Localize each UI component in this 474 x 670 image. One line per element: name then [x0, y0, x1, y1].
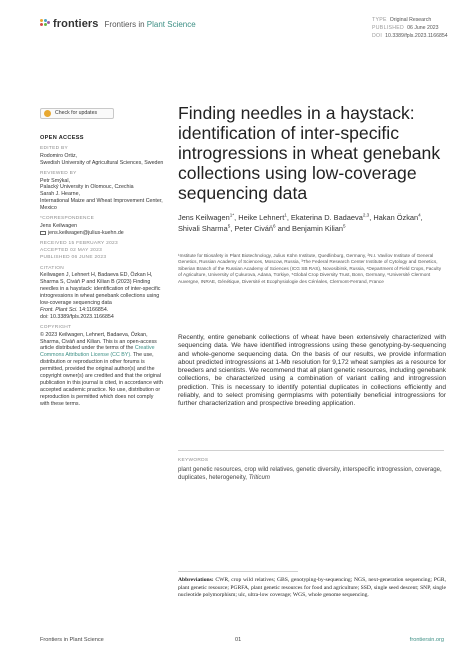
correspondence-name: Jens Keilwagen: [40, 222, 78, 229]
author[interactable]: Shivali Sharma$^5$: [178, 223, 231, 234]
dates: [40, 241, 164, 262]
received-date: RECEIVED 15 FEBRUARY 2023: [40, 240, 118, 246]
license-link[interactable]: Creative Commons Attribution License (CC BY).: [40, 345, 155, 359]
brand-name: frontiers: [53, 18, 99, 30]
accepted-date: ACCEPTED 02 MAY 2023: [40, 247, 103, 253]
check-updates-icon: [44, 110, 51, 117]
footer-site-link[interactable]: frontiersin.org: [409, 637, 444, 643]
correspondence-email-row[interactable]: [40, 230, 164, 237]
keywords-label: KEYWORDS: [178, 458, 209, 463]
affiliations: ¹Institute for Biosafety in Plant Biotechnology, Julius Kühn Institute, Quedlinburg, Germany, ²N.I. Vavilov Institute of General Genetics, Russian Academy of Sciences, Moscow, Russia, ³The Federal Research Center Institute of Cytology and Genetics, Siberian Branch of the Russian Academy of Sciences (ICG SB RAS), Novosibirsk, Russia, ⁴Department of Field Crops, Faculty of Agriculture, University of Çukurova, Adana, Türkiye, ⁵Global Crop Diversity Trust, Bonn, Germany, ⁶Université Clermont Auvergne, INRAE, Génétique, Diversité et Ecophysiologie des Céréales, Clermont-Ferrand, France: [178, 253, 442, 284]
meta-type: TYPE Original Research: [372, 17, 432, 23]
copyright-label: COPYRIGHT: [40, 324, 72, 330]
author-list: Jens Keilwagen$^{1*}$, Heike Lehnert$^1$, Ekaterina D. Badaeva$^{2,3}$, Hakan Özkan$^4$, Shivali Sharma$^5$, Peter Civáň$^6$ and Benjamin Kilian$^5$: [178, 212, 423, 234]
citation-text: Keilwagen J, Lehnert H, Badaeva ED, Özkan H, Sharma S, Civáň P and Kilian B (2023) Finding needles in a haystack: identification of inter-specific introgressions in wheat genebank collections using low-coverage sequencing data Front. Plant Sci. 14:1166854. doi: 10.3389/fpls.2023.1166854: [40, 272, 161, 320]
meta-published: PUBLISHED 06 June 2023: [372, 25, 439, 31]
citation-label: CITATION: [40, 265, 65, 271]
open-access-heading: OPEN ACCESS: [40, 135, 84, 141]
reviewer-info: Petr Smýkal, Palacký University in Olomouc, Czechia Sarah J. Hearne, International Maize and Wheat Improvement Center, Mexico: [40, 177, 163, 212]
edited-by-label: EDITED BY: [40, 145, 69, 151]
page-number: 01: [235, 637, 242, 643]
reviewed-by-label: REVIEWED BY: [40, 170, 77, 176]
abbreviations-footnote: Abbreviations: CWR, crop wild relatives; GBS, genotyping-by-sequencing; NGS, next-generation sequencing; PGR, plant genetic resource; PGRFA, plant genetic resources for food and agriculture; SSD, single seed descent; SNP, single nucleotide polymorphism; ulc, ultra-low coverage; WGS, whole genome sequencing.: [178, 577, 446, 599]
author[interactable]: Peter Civáň$^6$: [234, 223, 276, 234]
published-date: PUBLISHED 06 JUNE 2023: [40, 254, 107, 260]
footnote-divider: [178, 571, 298, 572]
abstract: Recently, entire genebank collections of wheat have been extensively characterized with sequencing data. We have identified introgressions using these genotyping-by-sequencing and whole-genome sequencing data. On the basis of our results, we provide information about predicted introgressions at 1-Mb resolution for 9,172 wheat samples as a resource for breeders and scientists. We recommend that all plant genetic resources, including genebank collections, be characterized using a combination of variant calling and introgression prediction. This is necessary to identify potential duplicates in collections efficiently and reliably, and to select promising germplasms with potentially beneficial introgressions for further characterization and prospective breeding application.: [178, 334, 446, 408]
page-header: [40, 14, 448, 54]
article-title: Finding needles in a haystack: identification of inter-specific introgressions in wheat genebank collections using low-coverage sequencing data: [178, 103, 441, 203]
frontiers-logo-icon: [40, 19, 50, 29]
author[interactable]: Benjamin Kilian$^5$: [292, 223, 346, 234]
author[interactable]: Hakan Özkan$^4$: [373, 212, 421, 222]
author[interactable]: Ekaterina D. Badaeva$^{2,3}$: [290, 212, 370, 222]
journal-brand[interactable]: [40, 18, 196, 30]
copyright-text: © 2023 Keilwagen, Lehnert, Badaeva, Özkan, Sharma, Civáň and Kilian. This is an open-access article distributed under the terms of the Creative Commons Attribution License (CC BY). The use, distribution or reproduction in other forums is permitted, provided the original author(s) and the copyright owner(s) are credited and that the original publication in this journal is cited, in accordance with accepted academic practice. No use, distribution or reproduction is permitted which does not comply with these terms.: [40, 331, 163, 407]
author[interactable]: Heike Lehnert$^1$: [238, 212, 287, 222]
footer-journal: Frontiers in Plant Science: [40, 637, 104, 643]
author[interactable]: Jens Keilwagen$^{1*}$: [178, 212, 235, 222]
meta-doi[interactable]: DOI 10.3389/fpls.2023.1166854: [372, 33, 448, 39]
check-updates-button[interactable]: Check for updates: [40, 108, 114, 119]
correspondence-info: [40, 223, 164, 237]
journal-name: Frontiers in Plant Science: [104, 19, 196, 29]
sidebar-info: [40, 108, 164, 410]
keywords: plant genetic resources, crop wild relatives, genetic diversity, interspecific introgression, coverage, duplicates, heterogeneity, Triticum: [178, 466, 442, 481]
correspondence-email[interactable]: jens.keilwagen@julius-kuehn.de: [48, 229, 124, 236]
mail-icon: [40, 231, 46, 235]
correspondence-label: *CORRESPONDENCE: [40, 216, 95, 222]
article-meta: [372, 16, 448, 40]
keywords-divider: [178, 450, 444, 451]
editor-info: Rodomiro Ortiz, Swedish University of Agricultural Sciences, Sweden: [40, 152, 164, 166]
